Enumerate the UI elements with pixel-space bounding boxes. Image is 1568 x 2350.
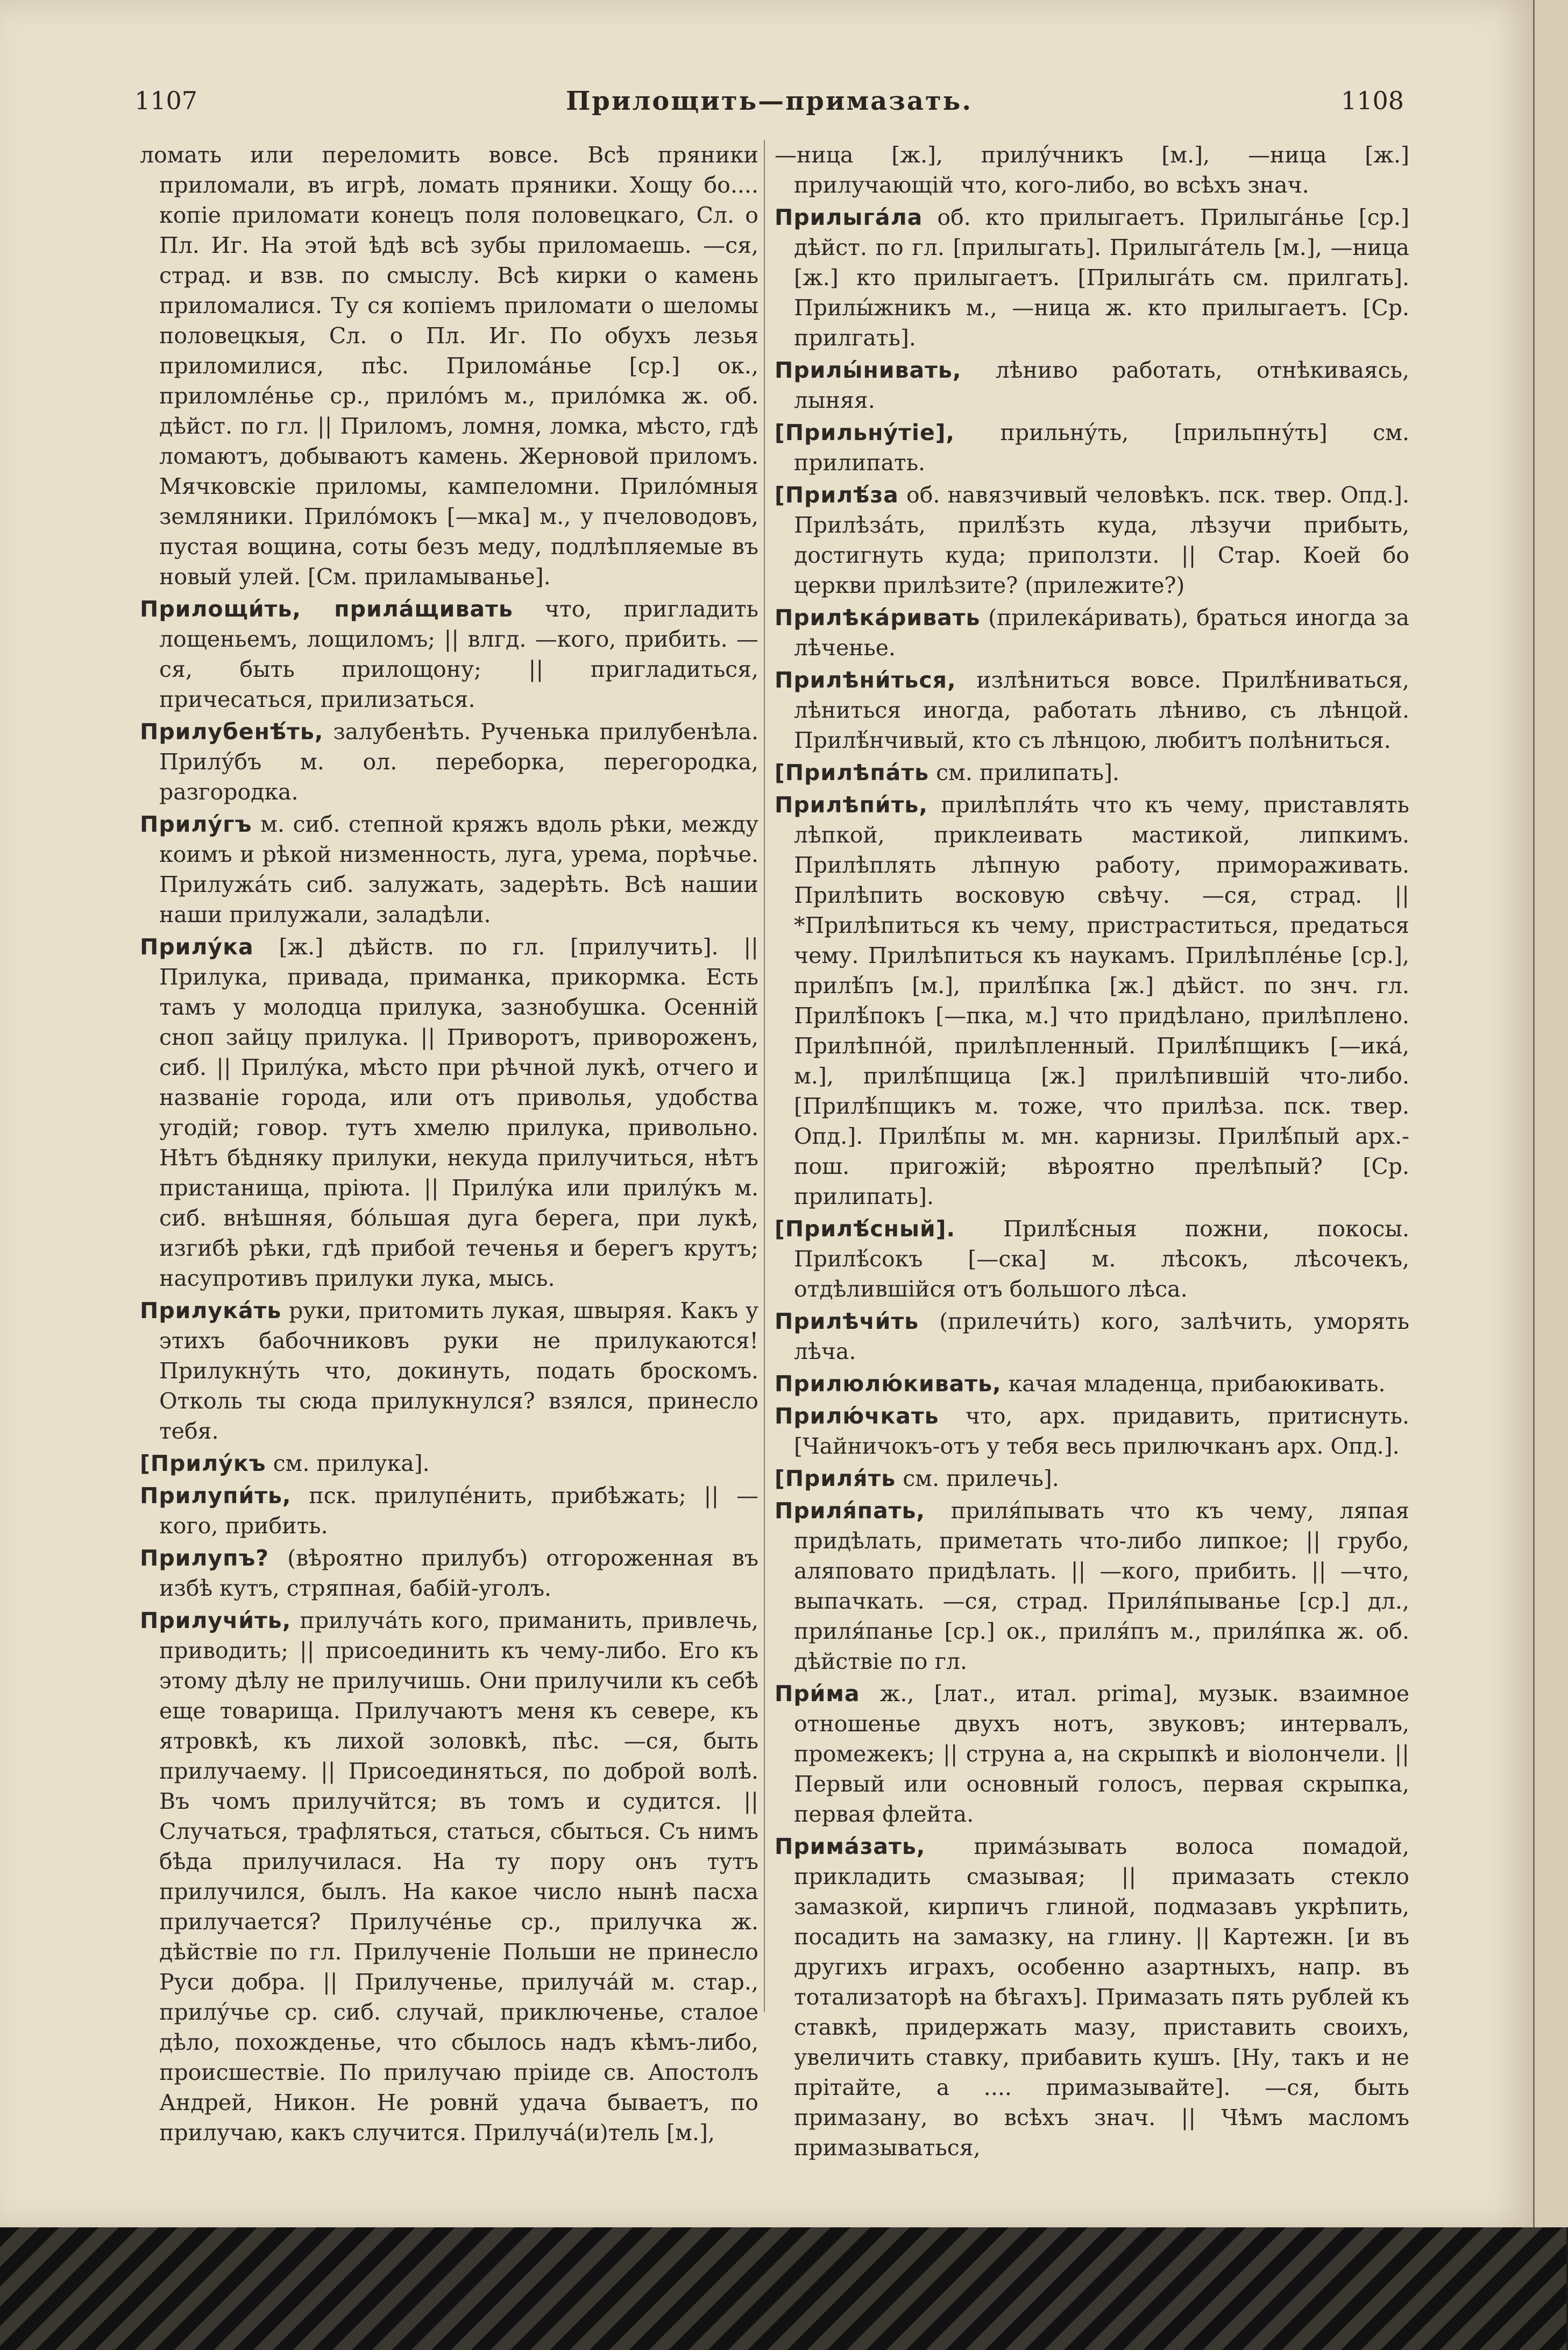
dictionary-entry bbox=[140, 1448, 758, 1478]
entry-definition: м. сиб. степной кряжъ вдоль рѣки, между коимъ и рѣкой низменность, луга, урема, порѣчье. Прилужа́ть сиб. залужать, задерѣть. Всѣ нашии наши прилужали, заладѣли. bbox=[159, 811, 758, 928]
dictionary-entry bbox=[140, 1605, 758, 2148]
entry-definition: (вѣроятно прилубъ) отгороженная въ избѣ кутъ, стряпная, бабій-уголъ. bbox=[159, 1545, 758, 1601]
dictionary-entry bbox=[140, 594, 758, 714]
entry-headword: [Прилѣ́за bbox=[775, 482, 899, 508]
entry-headword: [Прилѣпа́ть bbox=[775, 760, 930, 785]
entry-headword: [Прилу́къ bbox=[140, 1450, 266, 1476]
entry-headword: Примáзать, bbox=[775, 1834, 926, 1859]
entry-definition: —ница [ж.], прилу́чникъ [м.], —ница [ж.] прилучающій что, кого-либо, во всѣхъ знач. bbox=[775, 142, 1409, 198]
entry-headword: Прилубенѣ́ть, bbox=[140, 719, 324, 745]
dictionary-entry bbox=[140, 717, 758, 807]
dictionary-entry bbox=[775, 140, 1409, 200]
entry-definition: руки, притомить лукая, швыряя. Какъ у этихъ бабочниковъ руки не прилукаются! Прилукну́ть что, докинуть, подать броскомъ. Отколь ты сюда прилукнулся? взялся, принесло тебя. bbox=[159, 1298, 758, 1444]
dictionary-entry bbox=[775, 1401, 1409, 1461]
entry-headword: Прилю́чкать bbox=[775, 1403, 939, 1429]
entry-headword: Прилѣка́ривать bbox=[775, 605, 981, 631]
entry-definition: см. прилипать]. bbox=[936, 760, 1120, 785]
dictionary-entry bbox=[140, 1543, 758, 1603]
dictionary-entry bbox=[775, 665, 1409, 755]
entry-headword: Прилыга́ла bbox=[775, 204, 923, 230]
entry-definition: залубенѣть. Рученька прилубенѣла. Прилу́бъ м. ол. переборка, перегородка, разгородка. bbox=[159, 719, 758, 805]
dictionary-entry bbox=[140, 140, 758, 592]
dictionary-entry bbox=[775, 790, 1409, 1212]
dictionary-entry bbox=[775, 355, 1409, 415]
entry-definition: см. прилечь]. bbox=[903, 1466, 1059, 1491]
dictionary-entry bbox=[775, 1679, 1409, 1829]
entry-definition: примáзывать волоса помадой, прикладить смазывая; || примазать стекло замазкой, кирпичъ глиной, подмазавъ укрѣпить, посадить на замазку, на глину. || Картежн. [и въ другихъ играхъ, особенно азартныхъ, напр. въ тотализаторѣ на бѣгахъ]. Примазать пять рублей къ ставкѣ, придержать мазу, приставить своихъ, увеличить ставку, прибавить кушъ. [Ну, такъ и не прітайте, а .... примазывайте]. —ся, быть примазану, во всѣхъ знач. || Чѣмъ масломъ примазываться, bbox=[794, 1834, 1409, 2161]
entry-definition: излѣниться вовсе. Прилѣ́ниваться, лѣниться иногда, работать лѣниво, съ лѣнцой. Прилѣ́нчивый, кто съ лѣнцою, любитъ полѣниться. bbox=[794, 667, 1409, 753]
dictionary-entry bbox=[775, 1831, 1409, 2163]
entry-definition: Прилѣ́сныя пожни, покосы. Прилѣ́сокъ [—ска] м. лѣсокъ, лѣсочекъ, отдѣлившійся отъ большого лѣса. bbox=[794, 1216, 1409, 1302]
dictionary-entry bbox=[775, 1214, 1409, 1304]
entry-definition: [ж.] дѣйств. по гл. [прилучить]. || Прилука, привада, приманка, прикормка. Есть тамъ у молодца прилука, зазнобушка. Осенній сноп зайцу прилука. || Приворотъ, привороженъ, сиб. || Прилу́ка, мѣсто при рѣчной лукѣ, отчего и названіе города, или отъ приволья, удобства угодій; говор. тутъ хмелю прилука, привольно. Нѣтъ бѣдняку прилуки, некуда прилучиться, нѣтъ пристанища, пріюта. || Прилу́ка или прилу́къ м. сиб. внѣшняя, бóльшая дуга берега, при лукѣ, изгибѣ рѣки, гдѣ прибой теченья и берегъ крутъ; насупротивъ прилуки лука, мысь. bbox=[159, 934, 758, 1291]
entry-definition: прильну́ть, [прильпну́ть] см. прилипать. bbox=[794, 420, 1409, 476]
page-number-left: 1107 bbox=[134, 86, 198, 115]
entry-headword: Прилука́ть bbox=[140, 1298, 282, 1323]
entry-definition: (прилекáривать), браться иногда за лѣченье. bbox=[794, 605, 1409, 661]
page-number-right: 1108 bbox=[1340, 86, 1404, 115]
page-header bbox=[134, 86, 1404, 129]
entry-definition: что, арх. придавить, притиснуть. [Чайничокъ-отъ у тебя весь прилючканъ арх. Опд.]. bbox=[794, 1403, 1409, 1459]
entry-headword: Приля́пать, bbox=[775, 1498, 926, 1524]
entry-headword: Прилу́ка bbox=[140, 934, 254, 960]
dictionary-entry bbox=[140, 1481, 758, 1541]
entry-definition: качая младенца, прибаюкивать. bbox=[1008, 1371, 1386, 1397]
entry-headword: Прилы́нивать, bbox=[775, 357, 962, 383]
entry-headword: [Приля́ть bbox=[775, 1466, 896, 1491]
entry-definition: приля́пывать что къ чему, ляпая придѣлать, приметать что-либо липкое; || грубо, аляповато придѣлать. || —кого, прибить. || —что, выпачкать. —ся, страд. Приля́пыванье [ср.] дл., приля́панье [ср.] ок., приля́пъ м., приля́пка ж. об. дѣйствіе по гл. bbox=[794, 1498, 1409, 1674]
entry-headword: Прилѣчи́ть bbox=[775, 1308, 919, 1334]
dictionary-entry bbox=[775, 480, 1409, 600]
entry-headword: Прилу́гъ bbox=[140, 811, 252, 837]
entry-definition: лѣниво работать, отнѣкиваясь, лыняя. bbox=[794, 357, 1409, 413]
entry-headword: [Прилѣ́сный]. bbox=[775, 1216, 956, 1242]
right-column bbox=[775, 140, 1409, 2161]
entry-definition: пск. прилупéнить, прибѣжать; || —кого, прибить. bbox=[159, 1483, 758, 1539]
background-floor bbox=[0, 2227, 1566, 2350]
dictionary-entry bbox=[140, 1296, 758, 1446]
dictionary-entry bbox=[775, 202, 1409, 353]
dictionary-entry bbox=[775, 417, 1409, 478]
dictionary-entry bbox=[775, 603, 1409, 663]
entry-definition: прилуча́ть кого, приманить, привлечь, приводить; || присоединить къ чему-либо. Его къ этому дѣлу не прилучишь. Они прилучили къ себѣ еще товарища. Прилучаютъ меня къ севере, къ ятровкѣ, къ лихой золовкѣ, пѣс. —ся, быть прилучаему. || Присоединяться, по доброй волѣ. Въ чомъ прилучйтся; въ томъ и судится. || Случаться, трафляться, статься, сбыться. Съ нимъ бѣда прилучилася. На ту пору онъ тутъ прилучился, былъ. На какое число нынѣ пасха прилучается? Прилучéнье ср., прилучка ж. дѣйствіе по гл. Прилученіе Польши не принесло Руси добра. || Прилученье, прилучáй м. стар., прилу́чье ср. сиб. случай, приключенье, сталое дѣло, похожденье, что сбылось надъ кѣмъ-либо, происшествіе. По прилучаю пріиде св. Апостолъ Андрей, Никон. Не ровнй удача бываетъ, по прилучаю, какъ случится. Прилуча́(и)тель [м.], bbox=[159, 1608, 758, 2146]
entry-headword: Прилощи́ть, прила́щивать bbox=[140, 596, 513, 622]
dictionary-entry bbox=[140, 932, 758, 1293]
dictionary-entry bbox=[775, 1369, 1409, 1399]
entry-headword: Прилучи́ть, bbox=[140, 1608, 292, 1633]
entry-headword: [Прильну́тіе], bbox=[775, 420, 955, 445]
dictionary-entry bbox=[775, 758, 1409, 788]
column-divider bbox=[764, 140, 765, 2012]
entry-definition: об. навязчивый человѣкъ. пск. твер. Опд.]. Прилѣза́ть, прилѣ́зть куда, лѣзучи прибыть, достигнуть куда; приползти. || Стар. Коей бо церкви прилѣзите? (прилежите?) bbox=[794, 482, 1409, 598]
dictionary-entry bbox=[775, 1463, 1409, 1493]
entry-headword: При́ма bbox=[775, 1681, 860, 1707]
dictionary-entry bbox=[775, 1496, 1409, 1676]
entry-headword: Прилупъ? bbox=[140, 1545, 269, 1571]
entry-headword: Прилѣпи́ть, bbox=[775, 792, 928, 818]
entry-definition: об. кто прилыгаетъ. Прилыга́нье [ср.] дѣйст. по гл. [прилыгать]. Прилыга́тель [м.], —ница [ж.] кто прилыгаетъ. [Прилыга́ть см. прилгать]. Прилы́жникъ м., —ница ж. кто прилыгаетъ. [Ср. прилгать]. bbox=[794, 204, 1409, 351]
entry-headword: Прилюлю́кивать, bbox=[775, 1371, 1002, 1397]
entry-definition: ломать или переломить вовсе. Всѣ пряники приломали, въ игрѣ, ломать пряники. Хощу бо.... копіе приломати конецъ поля половецкаго, Сл. о Пл. Иг. На этой ѣдѣ всѣ зубы приломаешь. —ся, страд. и взв. по смыслу. Всѣ кирки о камень приломалися. Ту ся копіемъ приломати о шеломы половецкыя, Сл. о Пл. Иг. По обухъ лезья приломилися, пѣс. Приломáнье [ср.] ок., приломлéнье ср., прилóмъ м., прилóмка ж. об. дѣйст. по гл. || Приломъ, ломня, ломка, мѣсто, гдѣ ломаютъ, добываютъ камень. Жерновой приломъ. Мячковскіе приломы, кампеломни. Прилóмныя земляники. Прилóмокъ [—мка] м., у пчеловодовъ, пустая вощина, соты безъ меду, подлѣпляемые въ новый улей. [См. приламыванье]. bbox=[140, 142, 758, 590]
entry-definition: ж., [лат., итал. prima], музык. взаимное отношенье двухъ нотъ, звуковъ; интервалъ, промежекъ; || струна а, на скрыпкѣ и віолончели. || Первый или основный голосъ, первая скрыпка, первая флейта. bbox=[794, 1681, 1409, 1827]
entry-definition: (прилечи́ть) кого, залѣчить, уморять лѣча. bbox=[794, 1308, 1409, 1364]
entry-headword: Прилупи́ть, bbox=[140, 1483, 292, 1509]
dictionary-entry bbox=[775, 1306, 1409, 1367]
entry-definition: что, пригладить лощеньемъ, лощиломъ; || влгд. —кого, прибить. —ся, быть прилощону; || пригладиться, причесаться, прилизаться. bbox=[159, 596, 758, 712]
dictionary-entry bbox=[140, 809, 758, 930]
entry-headword: Прилѣни́ться, bbox=[775, 667, 956, 693]
entry-definition: см. прилука]. bbox=[273, 1450, 430, 1476]
page-title: Прилощить—примазать. bbox=[565, 86, 973, 116]
left-column bbox=[140, 140, 758, 2146]
entry-definition: прилѣпля́ть что къ чему, приставлять лѣпкой, приклеивать мастикой, липкимъ. Прилѣплять лѣпную работу, примораживать. Прилѣпить восковую свѣчу. —ся, страд. || *Прилѣпиться къ чему, пристраститься, предаться чему. Прилѣпиться къ наукамъ. Прилѣплéнье [ср.], прилѣ́пъ [м.], прилѣ́пка [ж.] дѣйст. по знч. гл. Прилѣ́покъ [—пка, м.] что придѣлано, прилѣплено. Прилѣпно́й, прилѣпленный. Прилѣ́пщикъ [—ика́, м.], прилѣ́пщица [ж.] прилѣпившій что-либо. [Прилѣ́пщикъ м. тоже, что прилѣза. пск. твер. Опд.]. Прилѣ́пы м. мн. карнизы. Прилѣ́пый арх.-пош. пригожій; вѣроятно прелѣпый? [Ср. прилипать]. bbox=[794, 792, 1409, 1209]
next-page-edge bbox=[1533, 0, 1568, 2227]
